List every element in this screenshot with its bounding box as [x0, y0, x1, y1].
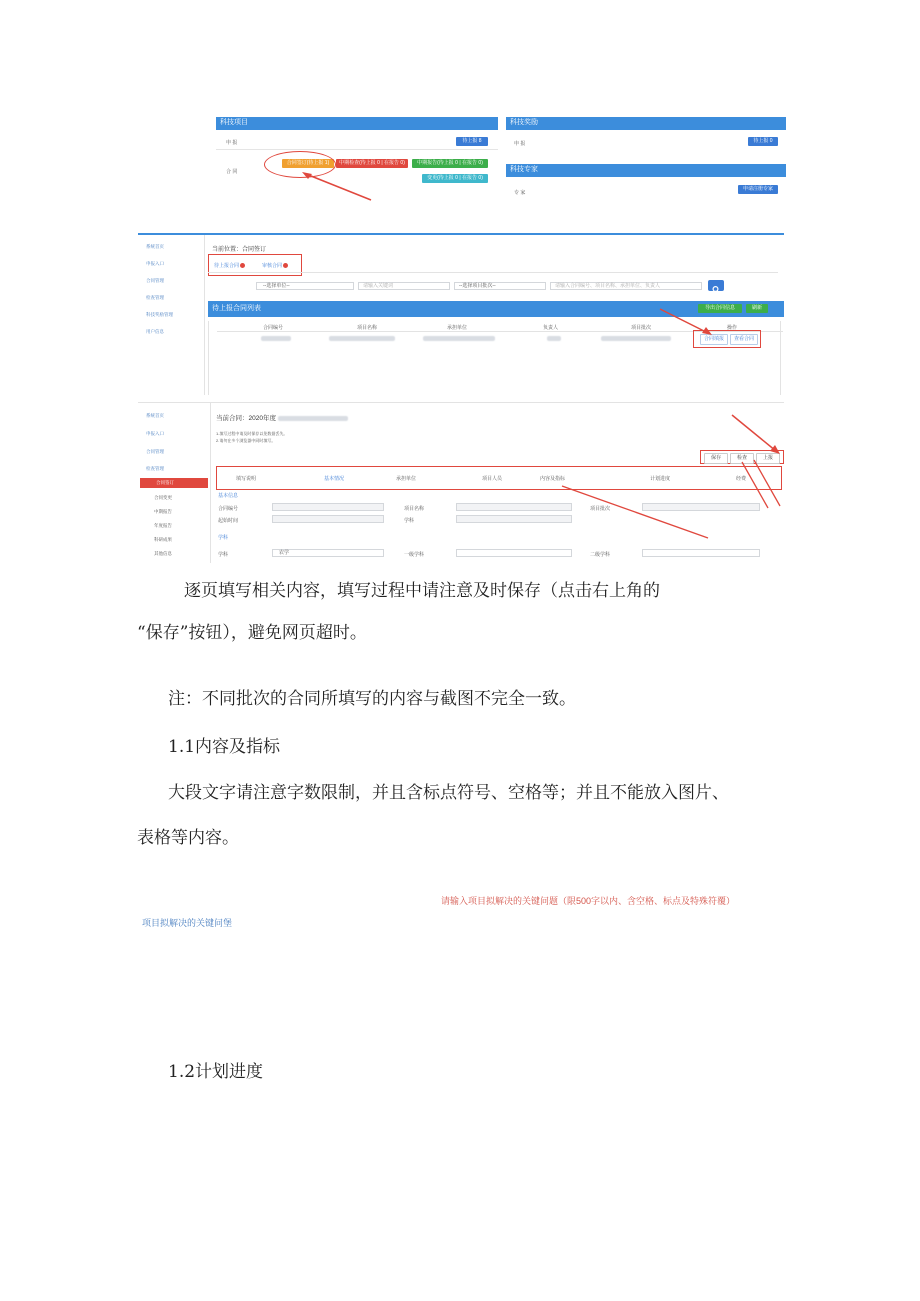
- sidebar-active-label: 合同签订: [156, 480, 174, 485]
- sidebar-item-user[interactable]: 用户信息: [146, 329, 164, 334]
- sidebar: [138, 235, 202, 395]
- unit-select[interactable]: [256, 282, 354, 290]
- fill-contract-button[interactable]: 合同填报: [700, 334, 728, 345]
- sidebar-item-contract[interactable]: 合同管理: [146, 449, 164, 454]
- search-icon: [708, 284, 724, 295]
- expert-row-label: 专 家: [514, 190, 526, 196]
- contract-no-field[interactable]: [272, 503, 384, 511]
- level2-select[interactable]: [642, 549, 760, 557]
- sidebar-item-check[interactable]: 检查管理: [146, 466, 164, 471]
- pending-report-button[interactable]: 待上报 8: [456, 137, 488, 146]
- export-button[interactable]: 导出合同信息: [698, 304, 742, 313]
- submit-button[interactable]: 上报: [756, 453, 780, 464]
- step-item[interactable]: 承担单位: [396, 476, 417, 482]
- discipline-value: 农学: [279, 550, 290, 556]
- column-header: 项目名称: [357, 325, 378, 331]
- heading-1-1: 1.1内容及指标: [168, 737, 281, 757]
- step-item-active[interactable]: 基本情况: [324, 476, 345, 482]
- annotation-arrow: [296, 170, 376, 202]
- column-header: 合同编号: [263, 325, 284, 331]
- reward-pending-button[interactable]: 待上报 0: [748, 137, 778, 146]
- cell-contract-no: [261, 336, 291, 341]
- annotation-arrow: [728, 413, 784, 455]
- column-header: 操作: [727, 325, 738, 331]
- sidebar-item[interactable]: 年度报告: [154, 523, 172, 528]
- sidebar-item[interactable]: 中期报告: [154, 509, 172, 514]
- tab-pending-label: 待上报合同: [214, 263, 240, 269]
- unit-select-value: --选择单位--: [263, 283, 290, 289]
- discipline-select[interactable]: [272, 549, 384, 557]
- project-name-field[interactable]: [456, 503, 572, 511]
- paragraph-line: 大段文字请注意字数限制，并且含标点符号、空格等；并且不能放入图片、: [168, 783, 729, 803]
- column-header: 承担单位: [447, 325, 468, 331]
- content-divider: [204, 235, 205, 395]
- sidebar-item-reward[interactable]: 科技奖励管理: [146, 312, 173, 317]
- redacted-name: [278, 416, 348, 421]
- divider: [216, 149, 498, 150]
- note: 注：不同批次的合同所填写的内容与截图不完全一致。: [168, 689, 576, 709]
- keyword-input[interactable]: [550, 282, 702, 290]
- change-button[interactable]: 变更(待上报 0 | 在报告 0): [422, 174, 488, 183]
- search-button[interactable]: [708, 280, 724, 291]
- cell-project-name: [329, 336, 395, 341]
- sidebar-item-check[interactable]: 检查管理: [146, 295, 164, 300]
- sidebar-item-active[interactable]: [140, 478, 208, 488]
- count-badge: [240, 263, 245, 268]
- sidebar-item[interactable]: 其他信息: [154, 551, 172, 556]
- mid-check-button[interactable]: 中期检查(待上报 0 | 在报告 0): [336, 159, 408, 168]
- step-item[interactable]: 计划进度: [650, 476, 671, 482]
- current-contract-text: 当前合同：2020年度: [216, 415, 276, 422]
- save-button[interactable]: 保存: [704, 453, 728, 464]
- panel-header-expert: 科技专家: [506, 164, 786, 177]
- field-label: 二级学科: [590, 552, 611, 558]
- field-label-key-problem: 项目拟解决的关键问堡: [142, 918, 233, 928]
- notice-line-1: 1.填写过程中请及时保存以免数据丢失。: [216, 431, 288, 436]
- column-header: 负责人: [543, 325, 559, 331]
- count-badge: [283, 263, 288, 268]
- sidebar-item-apply[interactable]: 申报入口: [146, 431, 164, 436]
- input-hint: 请输入项目拟解决的关键问题（限500字以内、含空格、标点及特殊符覆）: [441, 896, 736, 906]
- field-category[interactable]: [456, 515, 572, 523]
- field-label: 起始时间: [218, 518, 239, 524]
- row-contract-label: 合 同: [226, 169, 238, 175]
- content-divider: [210, 403, 211, 563]
- tab-underline: [208, 272, 778, 273]
- screenshot-contract-form: [138, 402, 784, 563]
- step-item[interactable]: 项目人员: [482, 476, 503, 482]
- section-title: 基本信息: [218, 493, 239, 499]
- start-time-field[interactable]: [272, 515, 384, 523]
- view-contract-button[interactable]: 查看合同: [730, 334, 758, 345]
- step-item[interactable]: 内容及指标: [540, 476, 566, 482]
- tab-pending-contract[interactable]: [214, 262, 245, 269]
- heading-1-2: 1.2计划进度: [168, 1062, 264, 1082]
- reward-row-label: 申 报: [514, 141, 526, 147]
- sidebar-item-home[interactable]: 系统首页: [146, 244, 164, 249]
- column-header: 项目批次: [631, 325, 652, 331]
- breadcrumb: 当前位置：合同签订: [212, 247, 267, 253]
- step-item[interactable]: 经费: [736, 476, 747, 482]
- tab-audit-label: 审核合同: [262, 263, 283, 269]
- cell-unit: [423, 336, 495, 341]
- sidebar-item[interactable]: 合同变更: [154, 495, 172, 500]
- sidebar: [138, 403, 208, 563]
- paragraph-line: 逐页填写相关内容，填写过程中请注意及时保存（点击右上角的: [184, 581, 660, 601]
- refresh-button[interactable]: 刷新: [746, 304, 768, 313]
- batch-field[interactable]: [642, 503, 760, 511]
- contract-sign-button[interactable]: 合同签订(待上报 1): [282, 159, 334, 168]
- mid-report-button[interactable]: 中期报告(待上报 0 | 在报告 0): [412, 159, 488, 168]
- notice-line-2: 2.请勿在多个浏览器中同时填写。: [216, 438, 276, 443]
- batch-select-value: --选择项目批次--: [459, 283, 496, 289]
- search-input[interactable]: [358, 282, 450, 290]
- field-label: 学科: [404, 518, 415, 524]
- scroll-border: [780, 321, 781, 395]
- keyword-placeholder: 请输入合同编号、项目名称、承担单位、负责人: [555, 283, 661, 289]
- current-contract-title: [216, 413, 348, 422]
- paragraph-line: 表格等内容。: [137, 828, 239, 848]
- sidebar-item[interactable]: 科研成果: [154, 537, 172, 542]
- annotation-arrow: [658, 307, 718, 337]
- step-item[interactable]: 填写说明: [236, 476, 257, 482]
- section-title: 学科: [218, 535, 229, 541]
- field-label: 项目批次: [590, 506, 611, 512]
- sidebar-item-apply[interactable]: 申报入口: [146, 261, 164, 266]
- annotation-arrows: [558, 458, 784, 542]
- cell-leader: [547, 336, 561, 341]
- field-label: 项目名称: [404, 506, 425, 512]
- panel-header-reward: 科技奖励: [506, 117, 786, 130]
- sidebar-item-contract[interactable]: 合同管理: [146, 278, 164, 283]
- list-title: 待上报合同列表: [212, 305, 261, 312]
- row-apply-label: 申 报: [226, 140, 238, 146]
- search-placeholder: 请输入关键词: [363, 283, 394, 289]
- level1-select[interactable]: [456, 549, 572, 557]
- paragraph-line: “保存”按钮），避免网页超时。: [137, 623, 367, 643]
- screenshot-contract-list: [138, 233, 784, 397]
- batch-select[interactable]: [454, 282, 546, 290]
- panel-header-project: 科技项目: [216, 117, 498, 130]
- field-label: 学科: [218, 552, 229, 558]
- expert-register-button[interactable]: 申请注册专家: [738, 185, 778, 194]
- sidebar-item-home[interactable]: 系统首页: [146, 413, 164, 418]
- field-label: 合同编号: [218, 506, 239, 512]
- tab-audit-contract[interactable]: [262, 262, 288, 269]
- field-label: 一级学科: [404, 552, 425, 558]
- screenshot-project-panel: [216, 115, 786, 203]
- check-button[interactable]: 检查: [730, 453, 754, 464]
